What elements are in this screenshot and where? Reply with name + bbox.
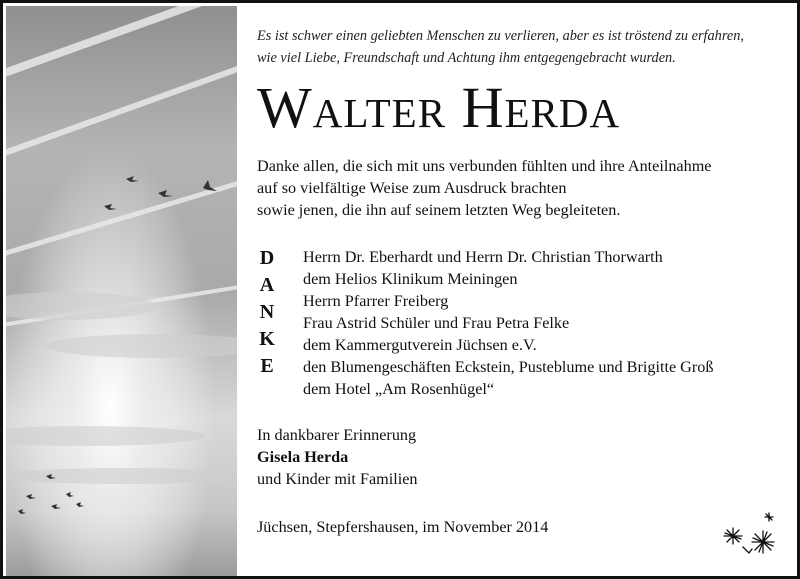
place-date-line: Jüchsen, Stepfershausen, im November 2014 — [257, 518, 549, 536]
thanks-line: Danke allen, die sich mit uns verbunden fühlten und ihre Anteilnahme — [257, 157, 712, 175]
widow-name — [257, 446, 787, 468]
danke-letter: D — [259, 247, 275, 269]
danke-letters — [257, 245, 277, 380]
danke-item: dem Kammergutverein Jüchsen e.V. — [303, 336, 537, 354]
danke-item: Herrn Pfarrer Freiberg — [303, 292, 449, 310]
deceased-name: Walter Herda — [257, 75, 621, 140]
danke-letter: A — [259, 274, 275, 296]
danke-item: Herrn Dr. Eberhardt und Herrn Dr. Christian Thorwarth — [303, 248, 663, 266]
thanks-line: auf so vielfältige Weise zum Ausdruck brachten — [257, 179, 567, 197]
danke-item: dem Helios Klinikum Meiningen — [303, 270, 518, 288]
thanks-paragraph — [257, 155, 787, 221]
danke-letter: E — [260, 355, 274, 377]
danke-letter: K — [259, 328, 275, 350]
danke-section — [257, 245, 787, 407]
danke-item: den Blumengeschäften Eckstein, Pusteblume und Brigitte Groß — [303, 358, 714, 376]
dandelion-ornament-icon — [719, 509, 783, 557]
danke-item: dem Hotel „Am Rosenhügel“ — [303, 380, 495, 398]
memory-intro: In dankbarer Erinnerung — [257, 426, 417, 444]
memory-section — [257, 424, 787, 490]
widow-name-text: Gisela Herda — [257, 448, 349, 466]
sky-birds-photo — [6, 6, 237, 579]
danke-letter: N — [259, 301, 275, 323]
danke-item: Frau Astrid Schüler und Frau Petra Felke — [303, 314, 570, 332]
danke-list — [303, 246, 713, 400]
quote-line: wie viel Liebe, Freundschaft und Achtung ihm entgegengebracht wurden. — [257, 50, 676, 66]
thanks-line: sowie jenen, die ihn auf seinem letzten Weg begleiteten. — [257, 201, 621, 219]
memorial-quote — [257, 25, 787, 69]
family-line: und Kinder mit Familien — [257, 470, 418, 488]
obituary-content — [257, 25, 787, 538]
quote-line: Es ist schwer einen geliebten Menschen zu verlieren, aber es ist tröstend zu erfahren, — [257, 28, 744, 44]
